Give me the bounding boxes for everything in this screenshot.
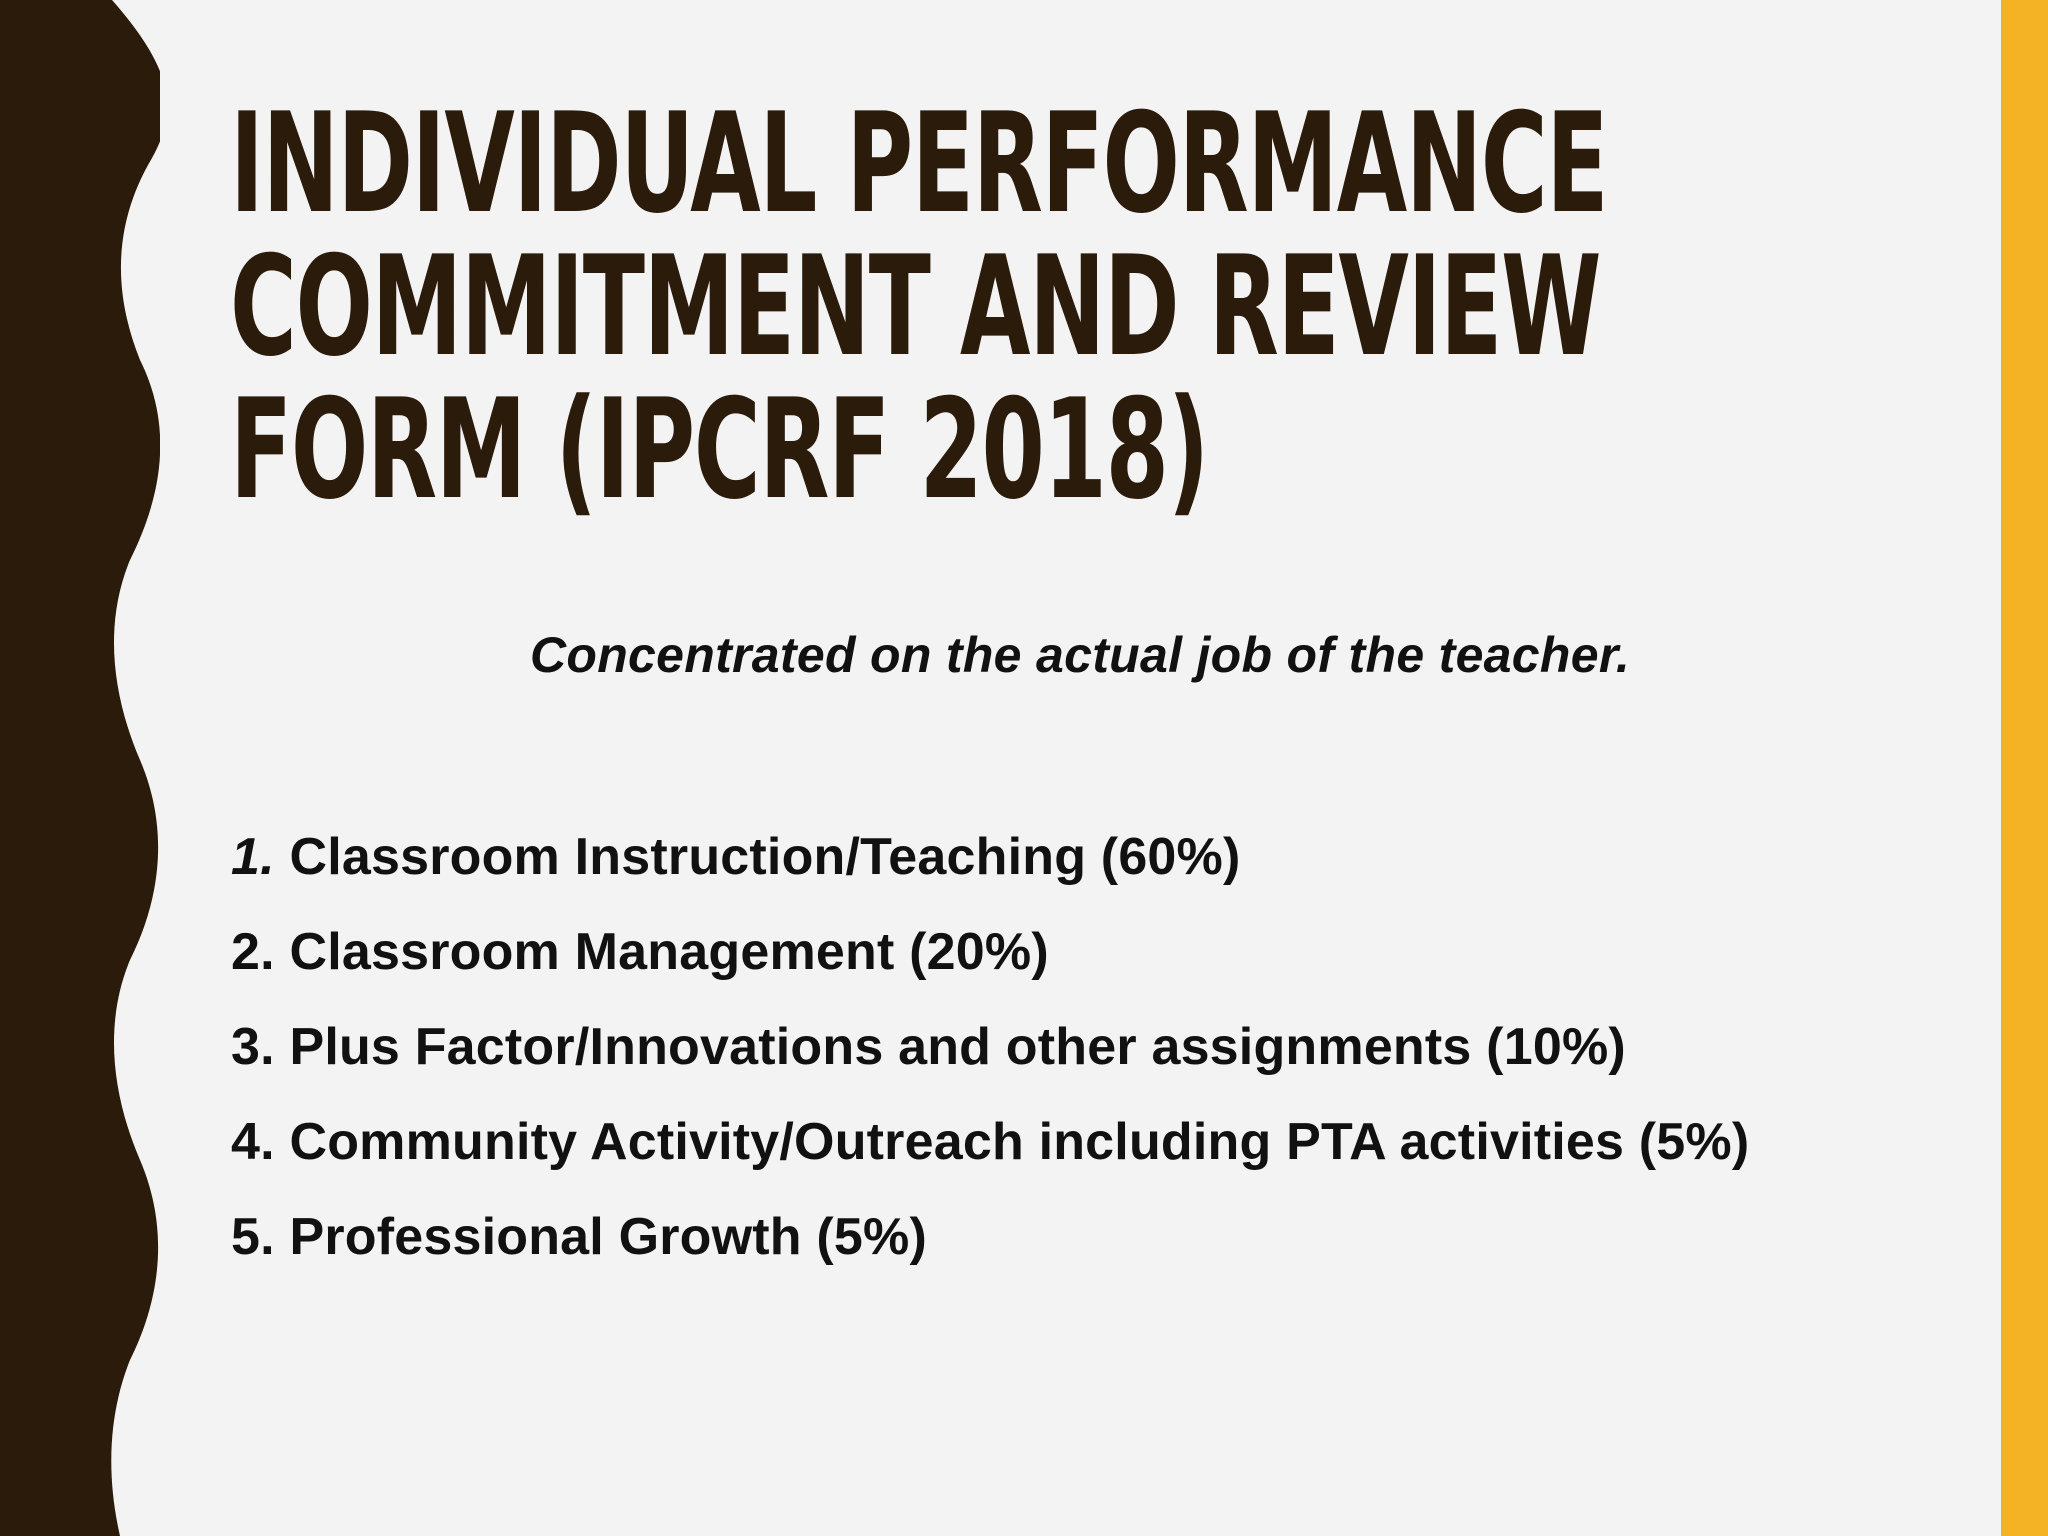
- slide-subtitle: Concentrated on the actual job of the teacher.: [529, 627, 1631, 683]
- list-item: [231, 810, 1749, 905]
- wavy-band-shape: [0, 0, 160, 1536]
- list-item-number: 5.: [231, 1208, 275, 1266]
- component-list: [231, 810, 1749, 1285]
- list-item-text: Plus Factor/Innovations and other assignments (10%): [289, 1018, 1626, 1076]
- list-item-text: Classroom Instruction/Teaching (60%): [289, 828, 1241, 886]
- list-item-number: 4.: [231, 1113, 275, 1171]
- title-line-3: FORM (IPCRF 2018): [230, 369, 1208, 530]
- list-item: [231, 1000, 1749, 1095]
- list-item-number: 1.: [231, 828, 275, 886]
- title-line-2: COMMITMENT AND REVIEW: [230, 226, 1601, 387]
- list-item: [231, 1190, 1749, 1285]
- list-item-number: 3.: [231, 1018, 275, 1076]
- list-item: [231, 905, 1749, 1000]
- list-item-text: Classroom Management (20%): [289, 923, 1049, 981]
- slide-title: [230, 83, 1790, 530]
- list-item-number: 2.: [231, 923, 275, 981]
- list-item-text: Community Activity/Outreach including PTA activities (5%): [289, 1113, 1750, 1171]
- accent-bar: [2001, 0, 2048, 1536]
- wavy-decorative-band: [0, 0, 160, 1536]
- list-item: [231, 1095, 1749, 1190]
- title-line-1: INDIVIDUAL PERFORMANCE: [230, 83, 1608, 244]
- list-item-text: Professional Growth (5%): [289, 1208, 927, 1266]
